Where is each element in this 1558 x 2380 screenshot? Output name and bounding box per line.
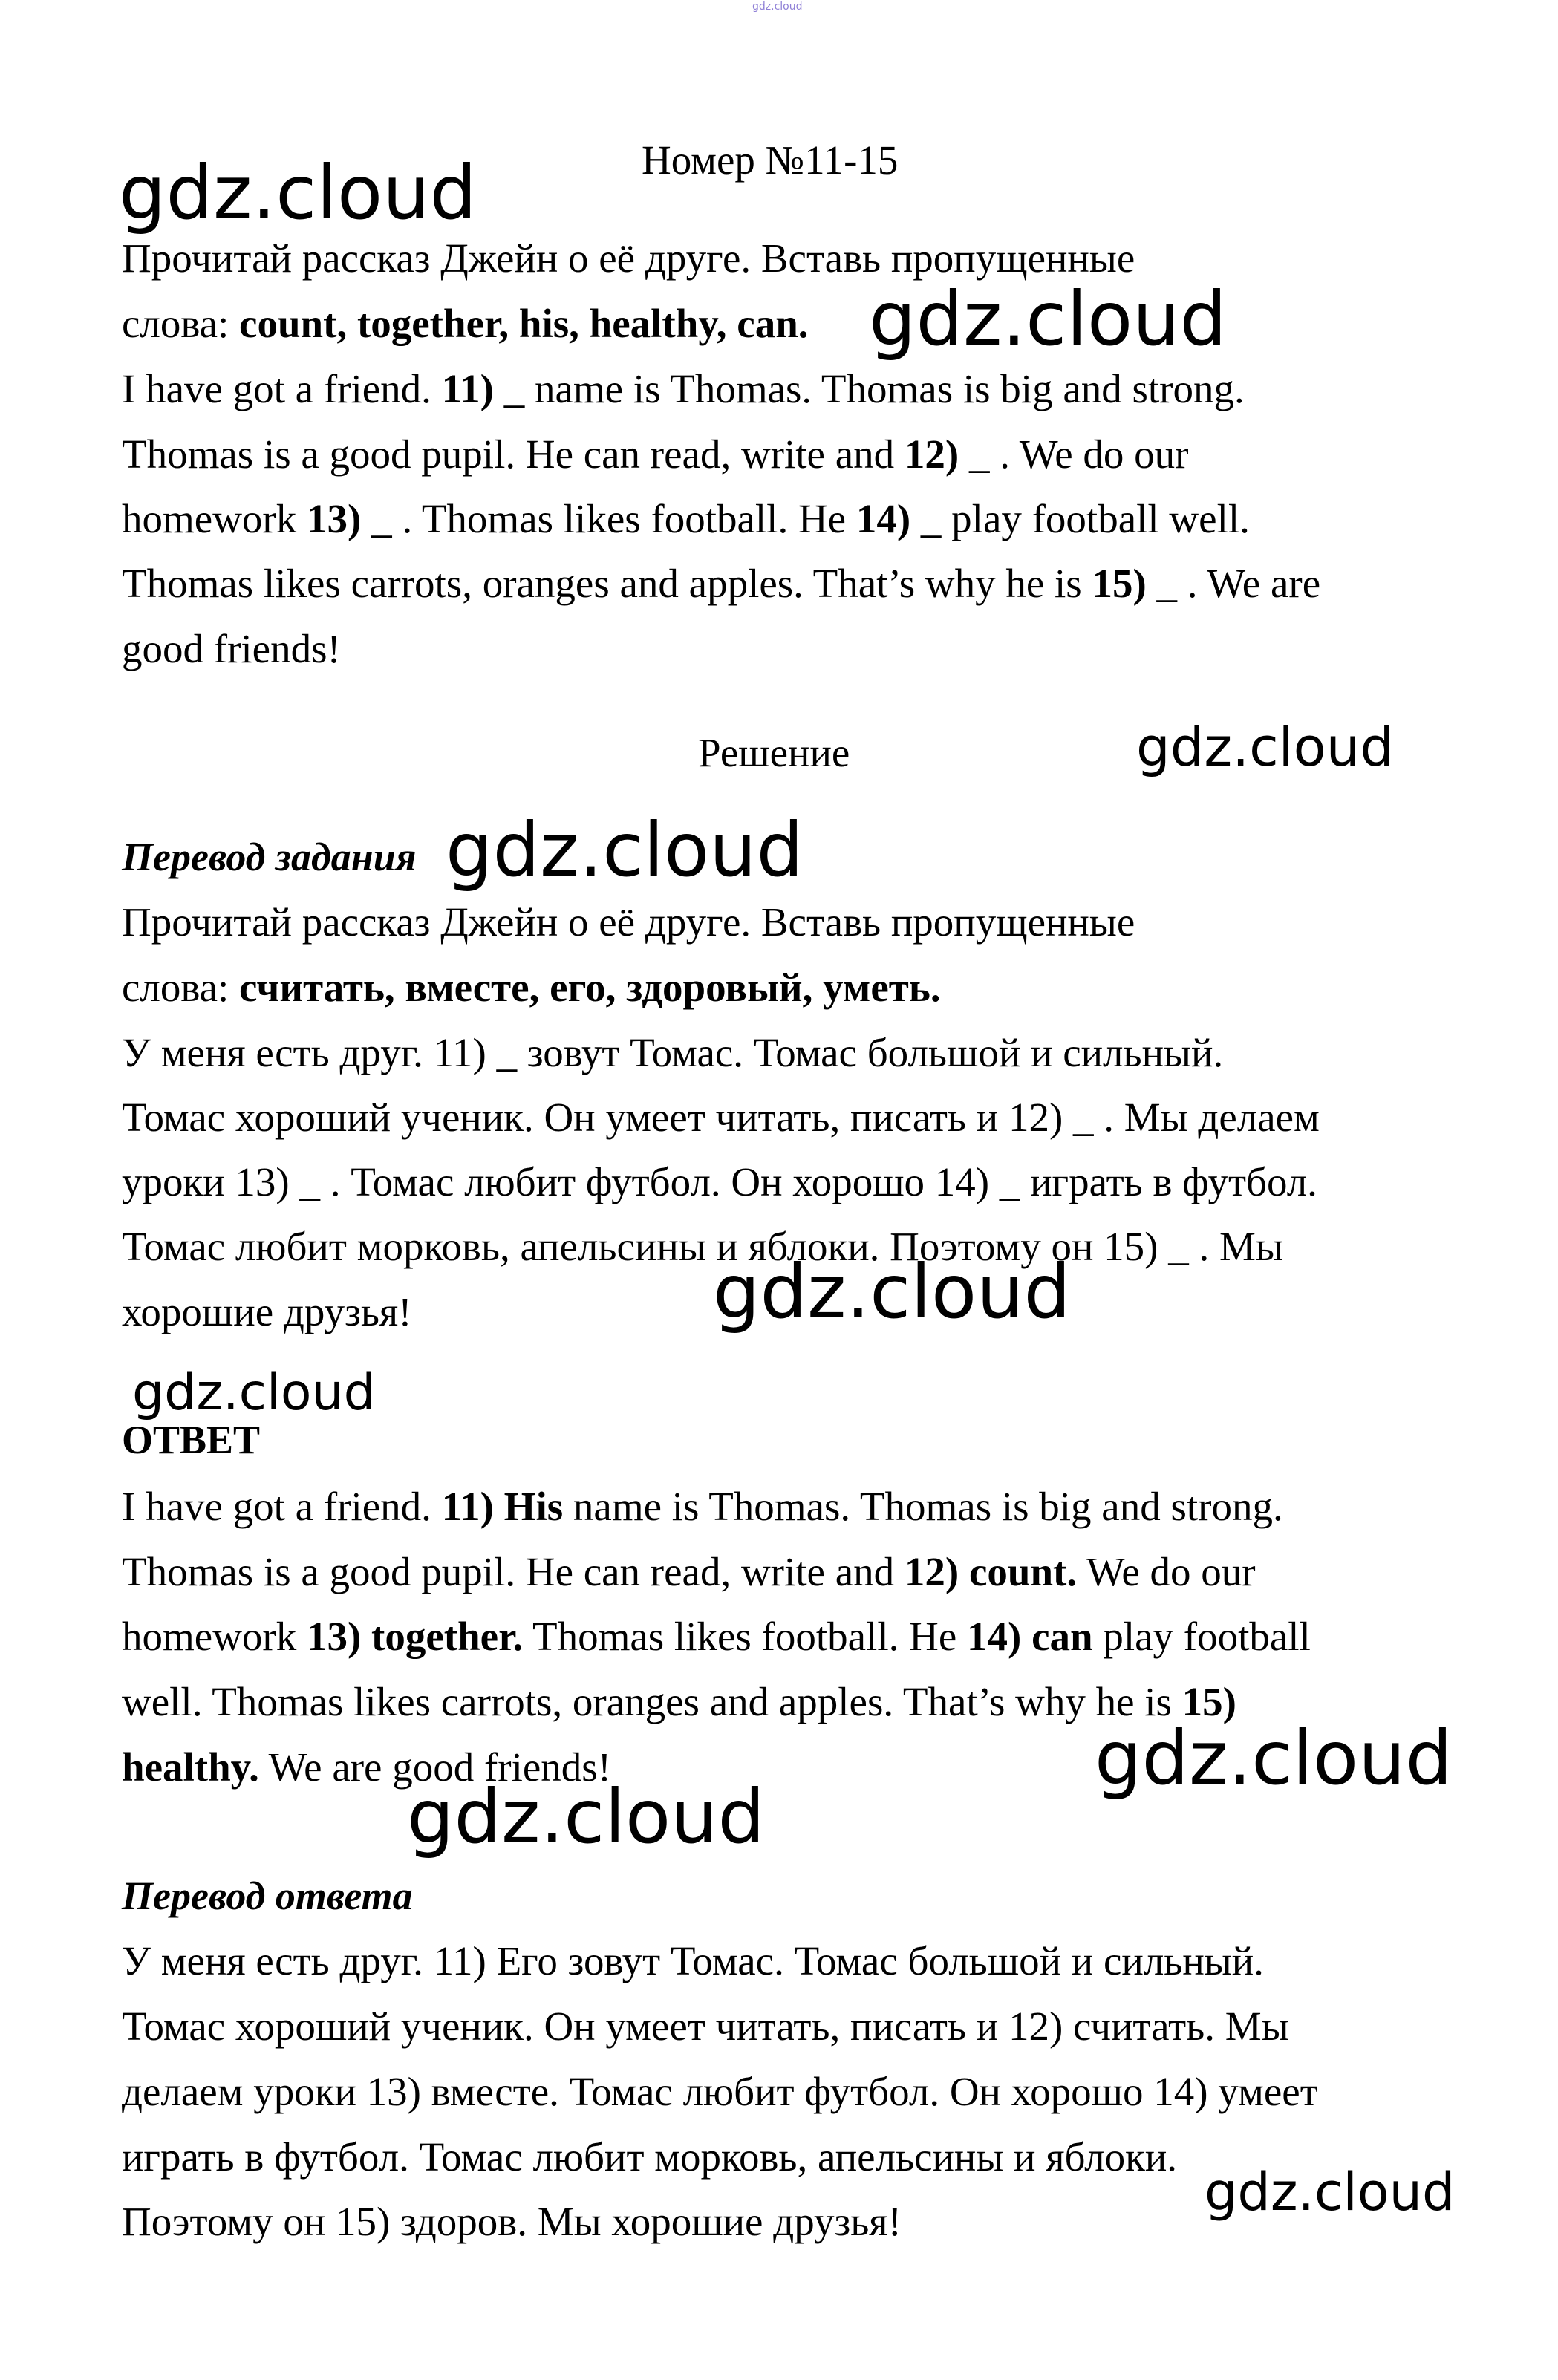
- task-line-1c: _ name is Thomas. Thomas is big and strong.: [493, 366, 1245, 411]
- watermark: gdz.cloud: [869, 276, 1228, 362]
- task-line-3: [122, 498, 1250, 539]
- task-instruction-2: [122, 303, 809, 344]
- answer-translation-line-5: Поэтому он 15) здоров. Мы хорошие друзья!: [122, 2199, 902, 2244]
- answer-line-1c: name is Thomas. Thomas is big and strong.: [563, 1484, 1283, 1529]
- answer-translation-line-3: делаем уроки 13) вместе. Томас любит футбол. Он хорошо 14) умеет: [122, 2069, 1318, 2114]
- watermark: gdz.cloud: [407, 1773, 766, 1860]
- task-translation-line-6: Томас любит морковь, апельсины и яблоки. Поэтому он 15) _ . Мы: [122, 1224, 1283, 1269]
- task-translation-word-list: считать, вместе, его, здоровый, уметь.: [239, 965, 941, 1010]
- task-line-1: [122, 368, 1245, 409]
- answer-line-3: [122, 1616, 1311, 1657]
- answer-line-2: [122, 1551, 1256, 1592]
- task-translation-line-5: уроки 13) _ . Томас любит футбол. Он хорошо 14) _ играть в футбол.: [122, 1159, 1317, 1204]
- watermark: gdz.cloud: [713, 1248, 1072, 1335]
- watermark: gdz.cloud: [119, 149, 477, 236]
- task-instruction-1: Прочитай рассказ Джейн о её друге. Вставь пропущенные: [122, 235, 1135, 281]
- answer-translation-line-2: Томас хороший ученик. Он умеет читать, писать и 12) считать. Мы: [122, 2004, 1289, 2049]
- task-line-4a: Thomas likes carrots, oranges and apples. That’s why he is: [122, 561, 1092, 606]
- top-watermark: gdz.cloud: [752, 1, 803, 13]
- page-title: Номер №11-15: [642, 137, 899, 183]
- task-translation-line-2-prefix: слова:: [122, 965, 240, 1010]
- answer-line-5b: We are good friends!: [258, 1744, 612, 1790]
- task-line-1b: 11): [441, 366, 494, 411]
- watermark: gdz.cloud: [1136, 716, 1395, 778]
- task-line-2c: _ . We do our: [959, 431, 1189, 477]
- task-instruction-2-prefix: слова:: [122, 301, 240, 346]
- task-line-3e: _ play football well.: [910, 496, 1250, 541]
- task-line-4c: _ . We are: [1146, 561, 1321, 606]
- answer-line-2b: 12) count.: [904, 1549, 1078, 1594]
- answer-line-3d: 14) can: [967, 1614, 1093, 1659]
- task-line-4b: 15): [1092, 561, 1147, 606]
- task-line-3c: _ . Thomas likes football. He: [361, 496, 856, 541]
- task-translation-line-7: хорошие друзья!: [122, 1289, 412, 1334]
- answer-line-5a: healthy.: [122, 1744, 259, 1790]
- answer-line-4: [122, 1681, 1236, 1722]
- task-line-2a: Thomas is a good pupil. He can read, write and: [122, 431, 905, 477]
- task-translation-line-4: Томас хороший ученик. Он умеет читать, писать и 12) _ . Мы делаем: [122, 1095, 1320, 1140]
- task-line-3d: 14): [855, 496, 911, 541]
- answer-translation-line-1: У меня есть друг. 11) Его зовут Томас. Томас большой и сильный.: [122, 1938, 1264, 1983]
- task-translation-heading: Перевод задания: [122, 835, 417, 879]
- task-translation-line-3: У меня есть друг. 11) _ зовут Томас. Томас большой и сильный.: [122, 1030, 1224, 1075]
- answer-translation-heading: Перевод ответа: [122, 1874, 413, 1918]
- task-line-4: [122, 563, 1320, 604]
- answer-line-1a: I have got a friend.: [122, 1484, 442, 1529]
- task-word-list: count, together, his, healthy, can.: [239, 301, 809, 346]
- answer-line-4a: well. Thomas likes carrots, oranges and apples. That’s why he is: [122, 1679, 1182, 1724]
- watermark: gdz.cloud: [1205, 2162, 1456, 2223]
- answer-translation-line-4: играть в футбол. Томас любит морковь, апельсины и яблоки.: [122, 2134, 1178, 2180]
- answer-line-2a: Thomas is a good pupil. He can read, write and: [122, 1549, 905, 1594]
- answer-line-3a: homework: [122, 1614, 307, 1659]
- task-translation-line-2: [122, 967, 941, 1008]
- task-translation-line-1: Прочитай рассказ Джейн о её друге. Вставь пропущенные: [122, 899, 1135, 945]
- answer-line-2c: We do our: [1077, 1549, 1256, 1594]
- answer-line-3c: Thomas likes football. He: [523, 1614, 967, 1659]
- answer-line-3b: 13) together.: [306, 1614, 524, 1659]
- answer-line-4b: 15): [1181, 1679, 1236, 1724]
- watermark: gdz.cloud: [446, 806, 804, 893]
- answer-line-1b: 11) His: [441, 1484, 564, 1529]
- answer-heading: ОТВЕТ: [122, 1418, 261, 1462]
- task-line-2: [122, 431, 1189, 477]
- task-line-2b: 12): [904, 431, 959, 477]
- answer-line-3e: play football: [1092, 1614, 1311, 1659]
- solution-label: Решение: [698, 730, 850, 775]
- task-line-3a: homework: [122, 496, 307, 541]
- answer-line-1: [122, 1486, 1283, 1527]
- task-line-1a: I have got a friend.: [122, 366, 442, 411]
- task-line-5: good friends!: [122, 626, 341, 671]
- task-line-3b: 13): [306, 496, 362, 541]
- watermark: gdz.cloud: [132, 1363, 376, 1422]
- watermark: gdz.cloud: [1095, 1715, 1453, 1802]
